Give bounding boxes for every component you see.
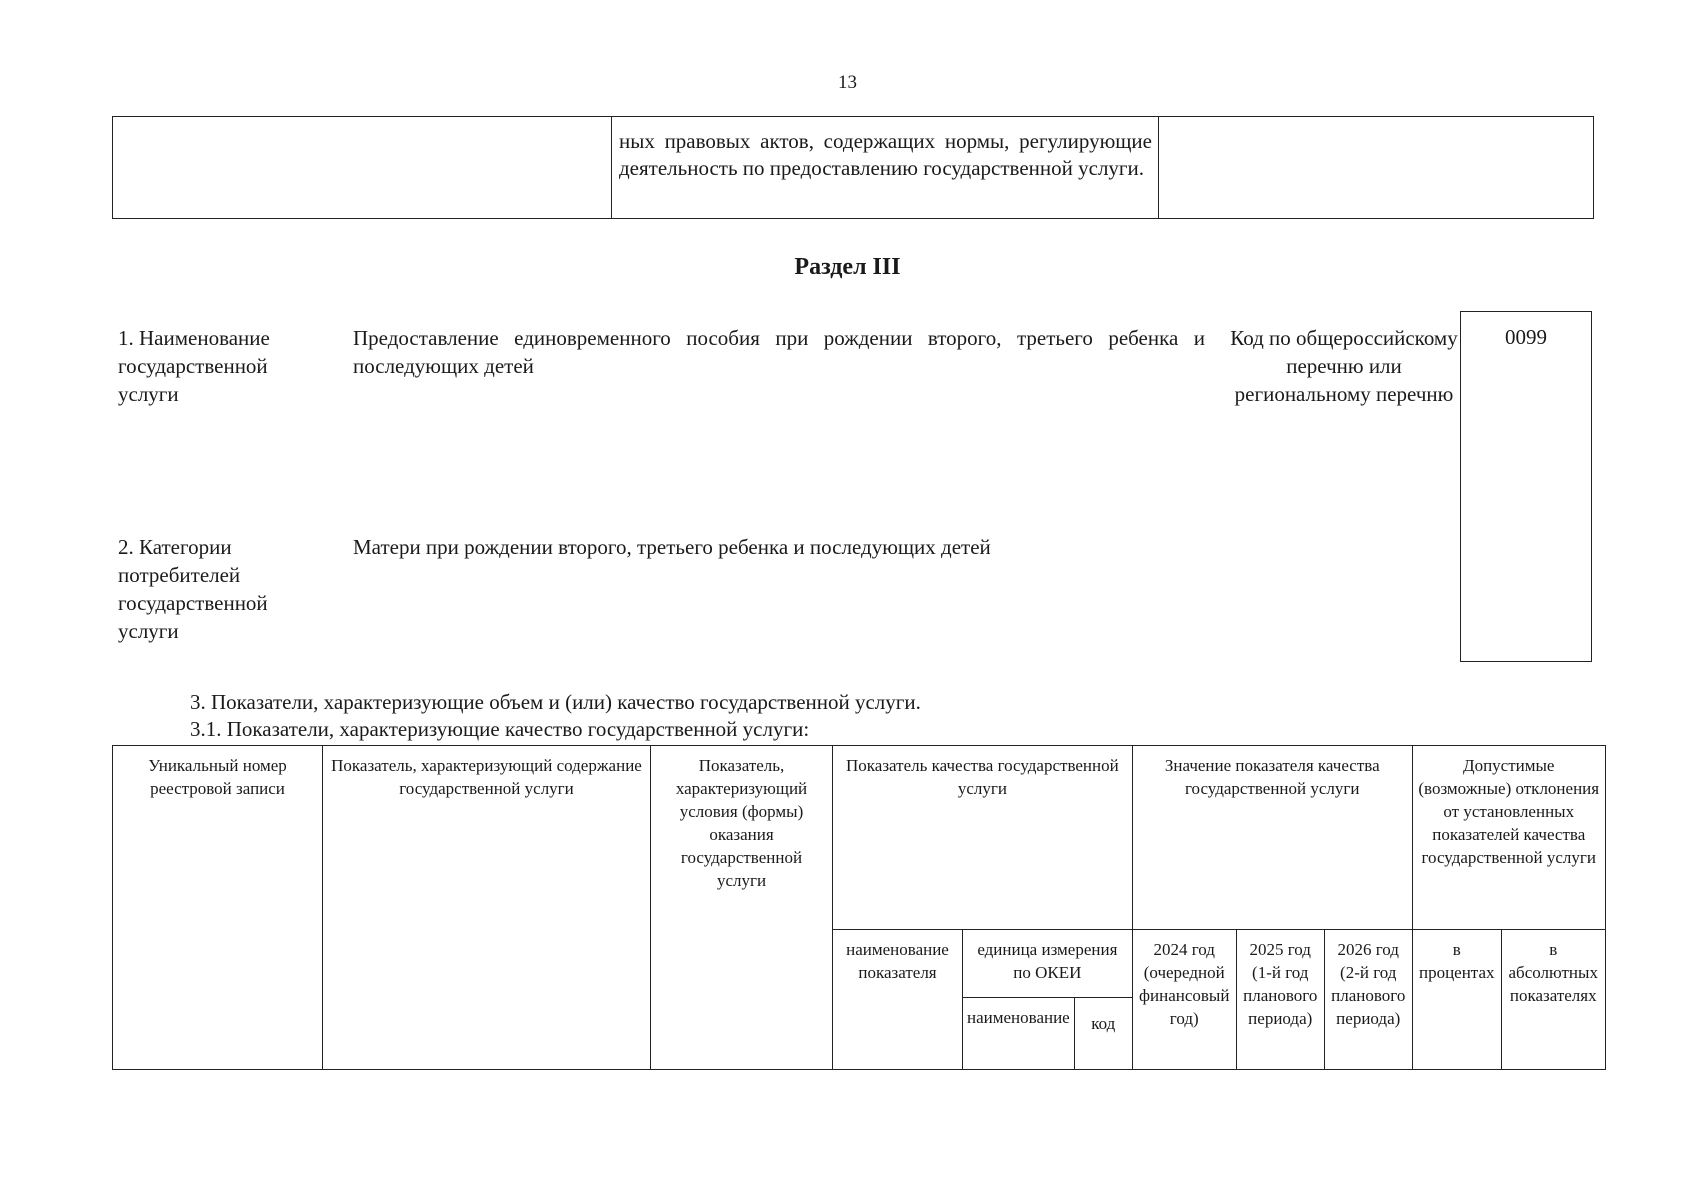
subheader-indicator-name: наименование показателя [833,930,963,1070]
continuation-cell-text: ных правовых актов, содержащих нормы, регулирующие деятельность по предоставлению государственной услуги. [611,117,1159,218]
subheader-in-absolute: в абсолютных показателях [1501,930,1605,1070]
subheader-unit-code: код [1074,998,1132,1070]
service-name-label: 1. Наименование государственной услуги [118,326,270,406]
page-number: 13 [838,72,857,93]
registry-code-box [1460,311,1592,662]
consumer-category-label: 2. Категории потребителей государственной услуги [118,535,268,643]
paragraph-3-1: 3.1. Показатели, характеризующие качество государственной услуги: [190,717,810,741]
continuation-table [112,116,1594,219]
paragraph-3: 3. Показатели, характеризующие объем и (или) качество государственной услуги. [190,690,921,714]
subheader-year-2025: 2025 год (1-й год планового периода) [1236,930,1324,1070]
header-content-indicator: Показатель, характеризующий содержание государственной услуги [323,746,651,1070]
header-unique-number: Уникальный номер реестровой записи [113,746,323,1070]
section-title: Раздел III [794,254,901,280]
header-quality-value: Значение показателя качества государственной услуги [1132,746,1412,930]
subheader-year-2024: 2024 год (очередной финансовый год) [1132,930,1236,1070]
registry-code-value: 0099 [1505,325,1547,349]
registry-code-label: Код по общероссийскому перечню или региональному перечню [1230,326,1458,406]
quality-indicators-table [112,745,1606,1070]
subheader-in-percent: в процентах [1412,930,1501,1070]
header-allowed-deviations: Допустимые (возможные) отклонения от установленных показателей качества государственной услуги [1412,746,1605,930]
continuation-cell-empty [113,117,612,218]
subheader-year-2026: 2026 год (2-й год планового периода) [1324,930,1412,1070]
consumer-category-value: Матери при рождении второго, третьего ребенка и последующих детей [353,535,991,559]
header-conditions-indicator: Показатель, характеризующий условия (формы) оказания государственной услуги [651,746,833,1070]
service-name-value: Предоставление единовременного пособия при рождении второго, третьего ребенка и последующих детей [353,326,1205,378]
subheader-unit: единица измерения по ОКЕИ [963,930,1133,998]
header-quality-indicator: Показатель качества государственной услуги [833,746,1133,930]
subheader-unit-name: наименование [963,998,1075,1070]
